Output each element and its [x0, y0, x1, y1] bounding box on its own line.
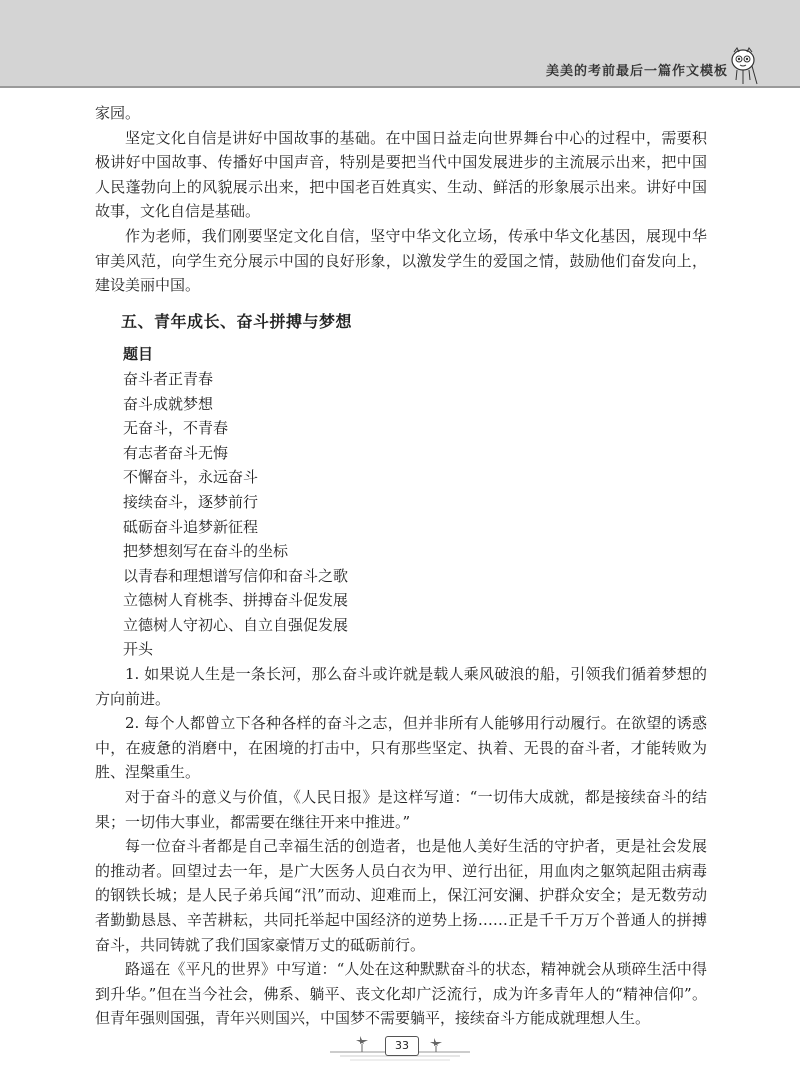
- paragraph: 1. 如果说人生是一条长河，那么奋斗或许就是载人乘风破浪的船，引领我们循着梦想的方向前进。: [95, 665, 707, 708]
- paragraph: 家园。: [95, 104, 141, 122]
- title-item: 奋斗者正青春: [123, 369, 214, 388]
- paragraph: 坚定文化自信是讲好中国故事的基础。在中国日益走向世界舞台中心的过程中，需要积极讲好中国故事、传播好中国声音，特别是要把当代中国发展进步的主流展示出来，把中国人民蓬勃向上的风貌展示出来，把中国老百姓真实、生动、鲜活的形象展示出来。讲好中国故事，文化自信是基础。: [95, 128, 707, 221]
- body-content: [95, 101, 707, 1031]
- title-item: 无奋斗，不青春: [123, 419, 229, 438]
- paragraph: 2. 每个人都曾立下各种各样的奋斗之志，但并非所有人能够用行动履行。在欲望的诱惑中，在疲惫的消磨中，在困境的打击中，只有那些坚定、执着、无畏的奋斗者，才能转败为胜、涅槃重生。: [95, 714, 707, 782]
- running-header-title: 美美的考前最后一篇作文模板: [545, 64, 728, 79]
- title-item: 把梦想刻写在奋斗的坐标: [123, 542, 289, 561]
- title-item: 不懈奋斗，永远奋斗: [123, 468, 259, 487]
- title-item: 立德树人育桃李、拼搏奋斗促发展: [123, 591, 349, 610]
- page-footer: [330, 1030, 470, 1066]
- title-item: 接续奋斗，逐梦前行: [123, 492, 259, 511]
- page-number: 33: [385, 1036, 419, 1056]
- title-item: 有志者奋斗无悔: [123, 443, 229, 462]
- opening-label: 开头: [123, 640, 154, 659]
- title-item: 砥砺奋斗追梦新征程: [123, 517, 259, 536]
- title-item: 立德树人守初心、自立自强促发展: [123, 615, 349, 634]
- paragraph: 每一位奋斗者都是自己幸福生活的创造者，也是他人美好生活的守护者，更是社会发展的推动者。回望过去一年，是广大医务人员白衣为甲、逆行出征，用血肉之躯筑起阻击病毒的钢铁长城；是人民子弟兵闻“汛”而动、迎难而上，保江河安澜、护群众安全；是无数劳动者勤勤恳恳、辛苦耕耘，共同托举起中国经济的逆势上扬……正是千千万万个普通人的拼搏奋斗，共同铸就了我们国家豪情万丈的砥砺前行。: [95, 837, 707, 954]
- paragraph: 作为老师，我们刚要坚定文化自信，坚守中华文化立场，传承中华文化基因，展现中华审美风范，向学生充分展示中国的良好形象，以激发学生的爱国之情，鼓励他们奋发向上，建设美丽中国。: [95, 226, 707, 295]
- title-item: 以青春和理想谱写信仰和奋斗之歌: [123, 566, 349, 585]
- header-band: [0, 0, 800, 88]
- header-divider: [0, 86, 800, 88]
- mascot-icon: [728, 44, 758, 86]
- title-item: 奋斗成就梦想: [123, 394, 214, 413]
- paragraph: 路遥在《平凡的世界》中写道：“人处在这种默默奋斗的状态，精神就会从琐碎生活中得到升华。”但在当今社会，佛系、躺平、丧文化却广泛流行，成为许多青年人的“精神信仰”。但青年强则国强，青年兴则国兴，中国梦不需要躺平，接续奋斗方能成就理想人生。: [95, 960, 707, 1028]
- titles-label: 题目: [123, 345, 154, 364]
- paragraph: 对于奋斗的意义与价值，《人民日报》是这样写道：“一切伟大成就，都是接续奋斗的结果；一切伟大事业，都需要在继往开来中推进。”: [95, 788, 707, 831]
- section-heading: 五、青年成长、奋斗拼搏与梦想: [121, 311, 353, 331]
